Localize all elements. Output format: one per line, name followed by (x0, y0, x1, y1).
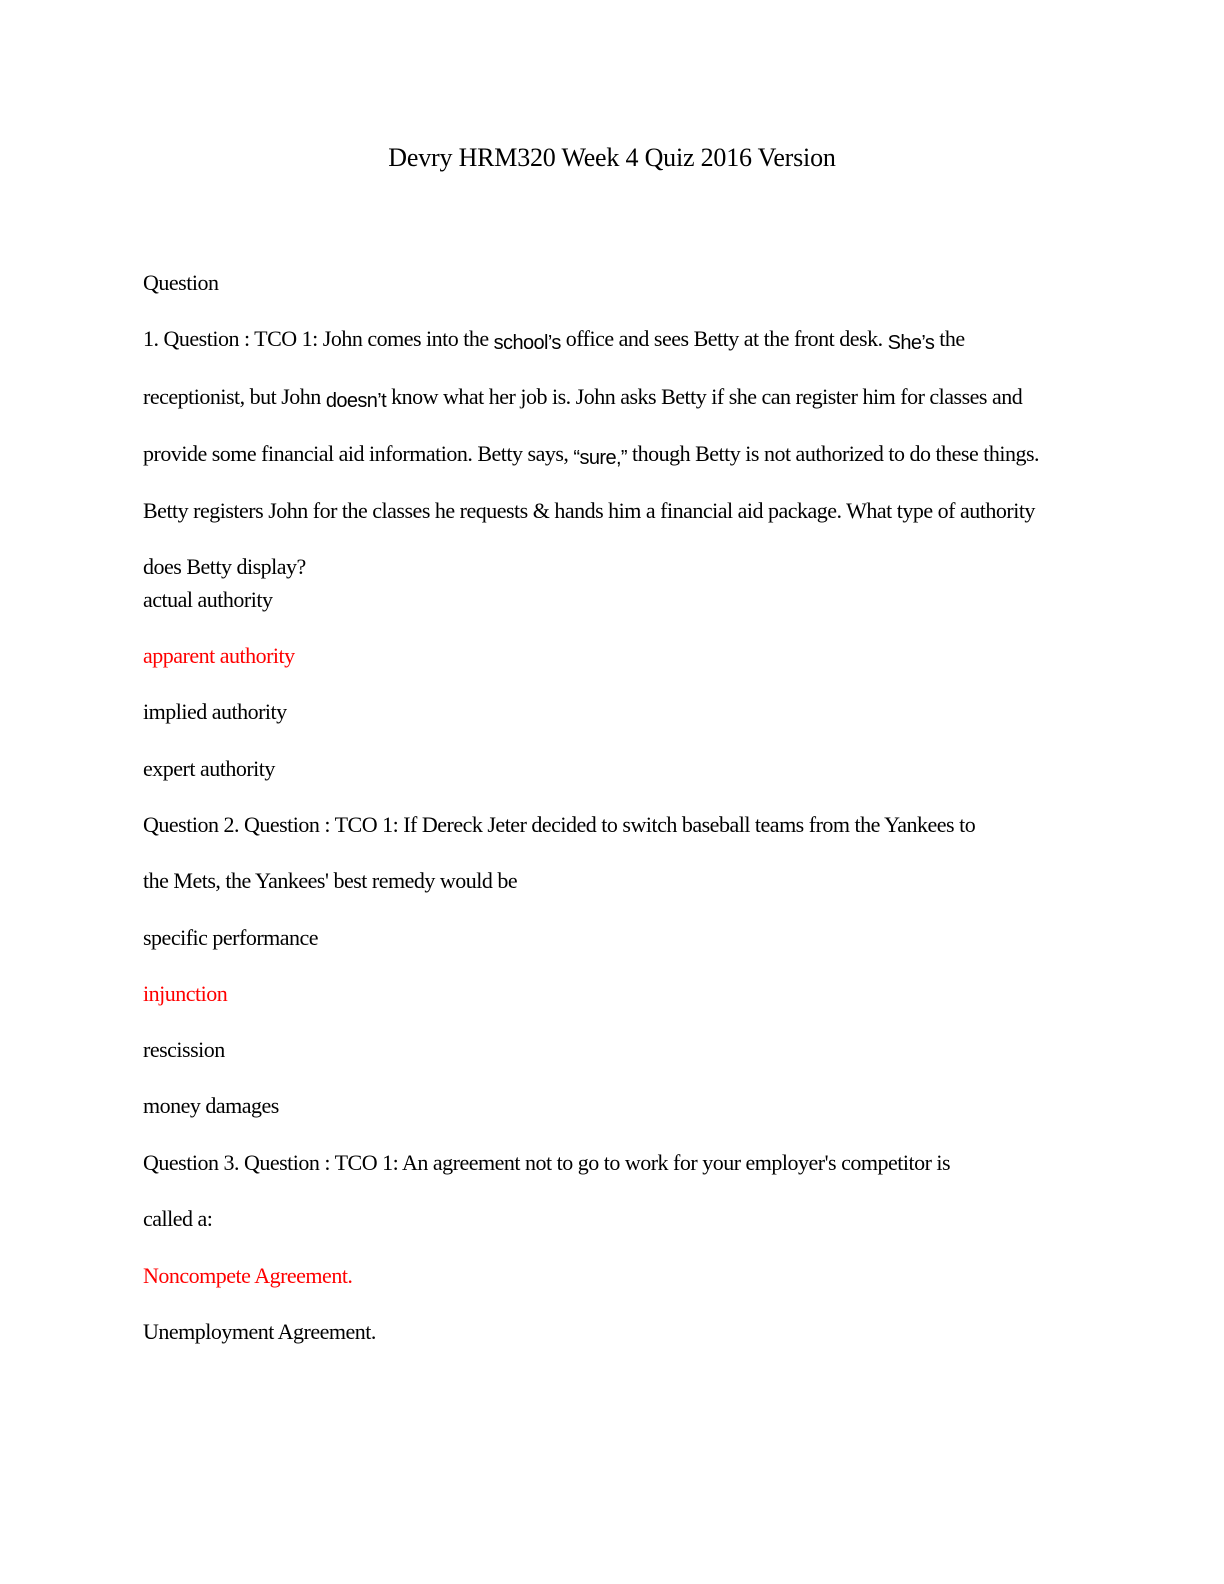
document-body (143, 267, 1083, 1373)
question-1-word-schools: school’s (493, 332, 561, 355)
question-1-word-sure: “sure,” (573, 446, 627, 469)
question-3-option-correct: Noncompete Agreement. (143, 1263, 353, 1289)
question-3-text-line-1: Question 3. Question : TCO 1: An agreement not to go to work for your employer's competitor is (143, 1149, 951, 1175)
question-1-segment: office and sees Betty at the front desk. (560, 326, 888, 352)
question-1-option: expert authority (143, 755, 275, 781)
question-3-option: Unemployment Agreement. (143, 1319, 376, 1345)
question-2-text-line-2: the Mets, the Yankees' best remedy would be (143, 868, 518, 894)
document-title: Devry HRM320 Week 4 Quiz 2016 Version (388, 143, 836, 172)
question-3-text-line-2: called a: (143, 1206, 213, 1232)
question-1-word-shes: She’s (887, 332, 935, 355)
question-2-text-line-1: Question 2. Question : TCO 1: If Dereck Jeter decided to switch baseball teams from the Yankees to (143, 811, 976, 837)
section-label: Question (143, 270, 219, 295)
question-2-option: rescission (143, 1037, 225, 1063)
question-1-option: actual authority (143, 586, 273, 612)
question-1-word-doesnt: doesn’t (325, 389, 387, 412)
question-1-option-correct: apparent authority (143, 643, 295, 669)
question-1-option: implied authority (143, 699, 287, 725)
question-1-segment: the receptionist, but John (143, 326, 965, 409)
question-1-segment: know what her job is. John asks Betty if she can register him for classes and provide some financial aid information. Betty says, (143, 383, 1023, 466)
question-1-segment: 1. Question : TCO 1: John comes into the (143, 326, 494, 352)
question-2-option: money damages (143, 1093, 279, 1119)
question-1-segment: though Betty is not authorized to do these things. Betty registers John for the classes he requests & hands him a financial aid package. What type of authority does Betty display? (143, 440, 1040, 580)
question-2-option-correct: injunction (143, 980, 228, 1006)
question-1-text (143, 311, 1068, 595)
question-2-option: specific performance (143, 924, 319, 950)
